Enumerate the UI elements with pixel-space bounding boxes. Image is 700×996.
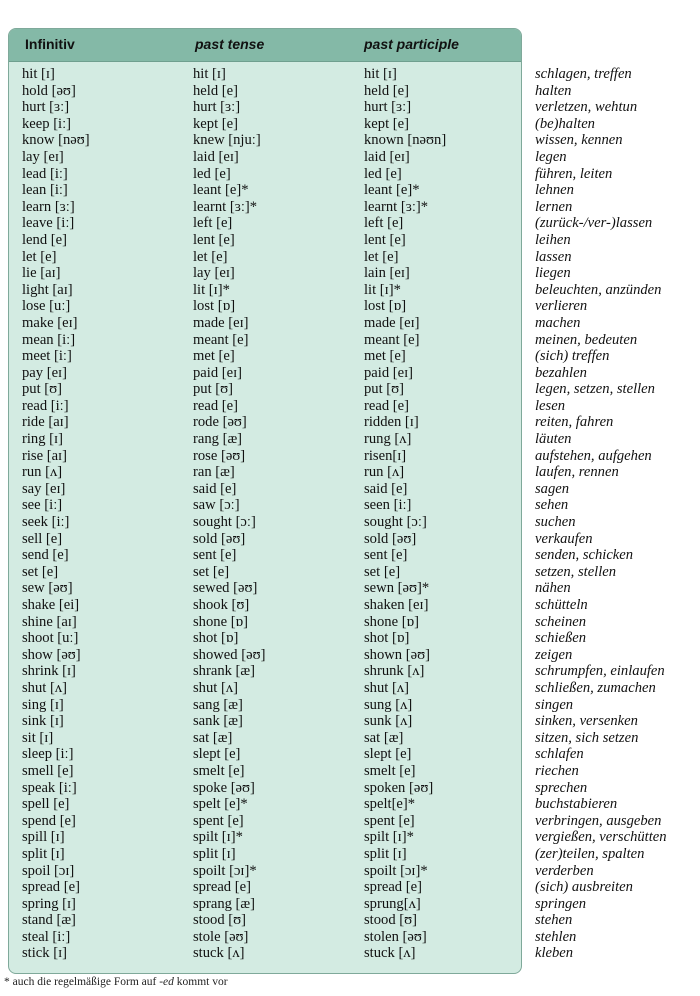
table-row xyxy=(0,912,700,929)
past-participle-cell: smelt [e] xyxy=(364,762,416,779)
past-tense-cell: sat [æ] xyxy=(193,729,233,746)
infinitive-cell: leave [iː] xyxy=(22,215,75,232)
table-row xyxy=(0,232,700,249)
past-tense-cell: hit [ɪ] xyxy=(193,66,226,82)
infinitive-cell: sing [ɪ] xyxy=(22,696,64,713)
past-tense-cell: laid [eɪ] xyxy=(193,148,239,165)
table-row xyxy=(0,348,700,365)
past-participle-cell: lit [ɪ]* xyxy=(364,281,401,298)
past-participle-cell: sunk [ʌ] xyxy=(364,713,413,730)
verb-rows xyxy=(0,66,700,962)
infinitive-cell: shut [ʌ] xyxy=(22,679,67,696)
past-participle-cell: sat [æ] xyxy=(364,729,404,746)
infinitive-cell: spend [e] xyxy=(22,812,76,829)
german-meaning-cell: läuten xyxy=(535,431,572,448)
table-row xyxy=(0,614,700,631)
past-tense-cell: saw [ɔː] xyxy=(193,497,240,514)
past-participle-cell: stood [ʊ] xyxy=(364,912,418,929)
past-participle-cell: sold [əʊ] xyxy=(364,530,417,547)
infinitive-cell: see [iː] xyxy=(22,497,63,514)
past-participle-cell: kept [e] xyxy=(364,115,409,132)
past-tense-cell: split [ɪ] xyxy=(193,845,236,862)
past-participle-cell: spoken [əʊ] xyxy=(364,779,434,796)
infinitive-cell: spoil [ɔɪ] xyxy=(22,862,75,879)
infinitive-cell: set [e] xyxy=(22,563,59,580)
past-participle-cell: lent [e] xyxy=(364,231,406,248)
past-participle-cell: meant [e] xyxy=(364,331,420,348)
infinitive-cell: hit [ɪ] xyxy=(22,66,55,82)
german-meaning-cell: riechen xyxy=(535,762,579,779)
past-participle-cell: spelt[e]* xyxy=(364,796,416,813)
infinitive-cell: stand [æ] xyxy=(22,912,76,929)
past-participle-cell: spoilt [ɔɪ]* xyxy=(364,862,428,879)
infinitive-cell: split [ɪ] xyxy=(22,845,65,862)
past-tense-cell: left [e] xyxy=(193,215,233,232)
past-tense-cell: hurt [ɜː] xyxy=(193,99,241,116)
past-participle-cell: slept [e] xyxy=(364,746,412,763)
german-meaning-cell: sehen xyxy=(535,497,569,514)
german-meaning-cell: buchstabieren xyxy=(535,796,618,813)
past-participle-cell: learnt [ɜː]* xyxy=(364,198,429,215)
past-tense-cell: spelt [e]* xyxy=(193,796,248,813)
german-meaning-cell: meinen, bedeuten xyxy=(535,331,638,348)
german-meaning-cell: (sich) ausbreiten xyxy=(535,879,633,896)
past-tense-cell: led [e] xyxy=(193,165,231,182)
german-meaning-cell: schießen xyxy=(535,630,587,647)
past-tense-cell: leant [e]* xyxy=(193,182,249,199)
table-row xyxy=(0,315,700,332)
past-tense-cell: lost [ɒ] xyxy=(193,298,236,315)
table-row xyxy=(0,282,700,299)
infinitive-cell: speak [iː] xyxy=(22,779,77,796)
table-row xyxy=(0,481,700,498)
past-tense-cell: sewed [əʊ] xyxy=(193,580,258,597)
past-tense-cell: learnt [ɜː]* xyxy=(193,198,258,215)
infinitive-cell: send [e] xyxy=(22,547,69,564)
past-participle-cell: stuck [ʌ] xyxy=(364,945,416,962)
german-meaning-cell: stehlen xyxy=(535,928,577,945)
table-row xyxy=(0,332,700,349)
past-participle-cell: rung [ʌ] xyxy=(364,431,412,448)
past-tense-cell: stuck [ʌ] xyxy=(193,945,245,962)
german-meaning-cell: sagen xyxy=(535,480,570,497)
past-participle-cell: paid [eɪ] xyxy=(364,364,414,381)
table-row xyxy=(0,730,700,747)
past-tense-cell: ran [æ] xyxy=(193,464,235,481)
past-tense-cell: spoilt [ɔɪ]* xyxy=(193,862,257,879)
table-row xyxy=(0,132,700,149)
table-row xyxy=(0,249,700,266)
table-row xyxy=(0,647,700,664)
past-tense-cell: slept [e] xyxy=(193,746,241,763)
past-participle-cell: held [e] xyxy=(364,82,409,99)
infinitive-cell: hold [əʊ] xyxy=(22,82,76,99)
past-participle-cell: ridden [ɪ] xyxy=(364,414,419,431)
table-row xyxy=(0,431,700,448)
german-meaning-cell: schrumpfen, einlaufen xyxy=(535,663,665,680)
table-row xyxy=(0,497,700,514)
table-row xyxy=(0,746,700,763)
table-row xyxy=(0,945,700,962)
table-row xyxy=(0,514,700,531)
past-tense-cell: spoke [əʊ] xyxy=(193,779,255,796)
past-participle-cell: led [e] xyxy=(364,165,402,182)
table-row xyxy=(0,630,700,647)
past-tense-cell: rose [əʊ] xyxy=(193,447,246,464)
table-row xyxy=(0,149,700,166)
past-participle-cell: stolen [əʊ] xyxy=(364,928,427,945)
past-participle-cell: said [e] xyxy=(364,480,408,497)
german-meaning-cell: (sich) treffen xyxy=(535,348,610,365)
past-tense-cell: sank [æ] xyxy=(193,713,243,730)
german-meaning-cell: verletzen, wehtun xyxy=(535,99,638,116)
german-meaning-cell: vergießen, verschütten xyxy=(535,829,667,846)
past-participle-cell: spent [e] xyxy=(364,812,415,829)
table-row xyxy=(0,83,700,100)
infinitive-cell: read [iː] xyxy=(22,397,69,414)
german-meaning-cell: scheinen xyxy=(535,613,587,630)
table-row xyxy=(0,381,700,398)
german-meaning-cell: aufstehen, aufgehen xyxy=(535,447,652,464)
german-meaning-cell: laufen, rennen xyxy=(535,464,619,481)
german-meaning-cell: halten xyxy=(535,82,572,99)
past-participle-cell: lost [ɒ] xyxy=(364,298,407,315)
german-meaning-cell: leihen xyxy=(535,231,571,248)
table-row xyxy=(0,680,700,697)
infinitive-cell: know [nəʊ] xyxy=(22,132,90,149)
past-tense-cell: lay [eɪ] xyxy=(193,265,235,282)
past-participle-cell: put [ʊ] xyxy=(364,381,405,398)
past-participle-cell: shut [ʌ] xyxy=(364,679,409,696)
table-row xyxy=(0,414,700,431)
past-tense-cell: sent [e] xyxy=(193,547,237,564)
german-meaning-cell: wissen, kennen xyxy=(535,132,623,149)
past-tense-cell: stole [əʊ] xyxy=(193,928,249,945)
past-participle-cell: sent [e] xyxy=(364,547,408,564)
table-row xyxy=(0,265,700,282)
past-participle-cell: risen[ɪ] xyxy=(364,447,407,464)
german-meaning-cell: kleben xyxy=(535,945,574,962)
infinitive-cell: ride [aɪ] xyxy=(22,414,69,431)
past-participle-cell: seen [iː] xyxy=(364,497,412,514)
table-row xyxy=(0,464,700,481)
past-participle-cell: left [e] xyxy=(364,215,404,232)
infinitive-cell: sit [ɪ] xyxy=(22,729,54,746)
infinitive-cell: shake [ei] xyxy=(22,597,80,613)
table-row xyxy=(0,763,700,780)
past-tense-cell: spent [e] xyxy=(193,812,244,829)
past-tense-cell: sprang [æ] xyxy=(193,895,256,912)
past-participle-cell: laid [eɪ] xyxy=(364,148,410,165)
infinitive-cell: mean [iː] xyxy=(22,331,76,348)
infinitive-cell: hurt [ɜː] xyxy=(22,99,70,116)
past-tense-cell: sang [æ] xyxy=(193,696,243,713)
past-tense-cell: met [e] xyxy=(193,348,235,365)
german-meaning-cell: machen xyxy=(535,314,581,331)
past-tense-cell: lent [e] xyxy=(193,231,235,248)
german-meaning-cell: legen xyxy=(535,148,567,165)
table-row xyxy=(0,846,700,863)
infinitive-cell: shoot [uː] xyxy=(22,630,79,647)
past-tense-cell: stood [ʊ] xyxy=(193,912,247,929)
past-participle-cell: read [e] xyxy=(364,397,409,414)
table-row xyxy=(0,813,700,830)
past-tense-cell: shot [ɒ] xyxy=(193,630,239,647)
infinitive-cell: say [eɪ] xyxy=(22,480,66,497)
german-meaning-cell: sprechen xyxy=(535,779,588,796)
table-row xyxy=(0,597,700,614)
infinitive-cell: seek [iː] xyxy=(22,514,70,531)
german-meaning-cell: schlagen, treffen xyxy=(535,66,632,82)
table-row xyxy=(0,182,700,199)
german-meaning-cell: schließen, zumachen xyxy=(535,679,656,696)
past-tense-cell: shook [ʊ] xyxy=(193,597,250,613)
infinitive-cell: shine [aɪ] xyxy=(22,613,77,630)
table-row xyxy=(0,929,700,946)
past-participle-cell: hurt [ɜː] xyxy=(364,99,412,116)
infinitive-cell: lie [aɪ] xyxy=(22,265,61,282)
past-tense-cell: held [e] xyxy=(193,82,238,99)
table-row xyxy=(0,780,700,797)
infinitive-cell: steal [iː] xyxy=(22,928,71,945)
past-tense-cell: shone [ɒ] xyxy=(193,613,249,630)
german-meaning-cell: (zer)teilen, spalten xyxy=(535,845,645,862)
past-participle-cell: set [e] xyxy=(364,563,401,580)
infinitive-cell: sew [əʊ] xyxy=(22,580,73,597)
table-row xyxy=(0,215,700,232)
past-participle-cell: sought [ɔː] xyxy=(364,514,427,531)
infinitive-cell: smell [e] xyxy=(22,762,74,779)
table-row xyxy=(0,879,700,896)
table-row xyxy=(0,116,700,133)
german-meaning-cell: sinken, versenken xyxy=(535,713,638,730)
past-participle-cell: shrunk [ʌ] xyxy=(364,663,425,680)
table-row xyxy=(0,531,700,548)
german-meaning-cell: lassen xyxy=(535,248,572,265)
table-row xyxy=(0,796,700,813)
past-tense-cell: said [e] xyxy=(193,480,237,497)
past-tense-cell: knew [njuː] xyxy=(193,132,261,149)
german-meaning-cell: verlieren xyxy=(535,298,588,315)
past-participle-cell: sprung[ʌ] xyxy=(364,895,421,912)
german-meaning-cell: schütteln xyxy=(535,597,588,613)
german-meaning-cell: setzen, stellen xyxy=(535,563,617,580)
table-row xyxy=(0,564,700,581)
table-row xyxy=(0,863,700,880)
infinitive-cell: sleep [iː] xyxy=(22,746,74,763)
infinitive-cell: let [e] xyxy=(22,248,57,265)
past-tense-cell: read [e] xyxy=(193,397,238,414)
past-tense-cell: meant [e] xyxy=(193,331,249,348)
footnote xyxy=(4,976,228,988)
past-participle-cell: spread [e] xyxy=(364,879,422,896)
german-meaning-cell: (zurück-/ver-)lassen xyxy=(535,215,653,232)
infinitive-cell: lay [eɪ] xyxy=(22,148,64,165)
table-row xyxy=(0,663,700,680)
table-row xyxy=(0,365,700,382)
past-participle-cell: shaken [eɪ] xyxy=(364,597,429,613)
infinitive-cell: rise [aɪ] xyxy=(22,447,67,464)
table-row xyxy=(0,713,700,730)
infinitive-cell: spill [ɪ] xyxy=(22,829,65,846)
header-infinitive: Infinitiv xyxy=(25,36,75,52)
past-tense-cell: kept [e] xyxy=(193,115,238,132)
past-participle-cell: met [e] xyxy=(364,348,406,365)
german-meaning-cell: verbringen, ausgeben xyxy=(535,812,662,829)
infinitive-cell: spell [e] xyxy=(22,796,70,813)
german-meaning-cell: reiten, fahren xyxy=(535,414,614,431)
german-meaning-cell: führen, leiten xyxy=(535,165,613,182)
infinitive-cell: shrink [ɪ] xyxy=(22,663,76,680)
past-participle-cell: sewn [əʊ]* xyxy=(364,580,430,597)
past-tense-cell: set [e] xyxy=(193,563,230,580)
table-row xyxy=(0,448,700,465)
past-tense-cell: rang [æ] xyxy=(193,431,243,448)
table-header xyxy=(9,29,521,62)
german-meaning-cell: liegen xyxy=(535,265,571,282)
past-tense-cell: put [ʊ] xyxy=(193,381,234,398)
infinitive-cell: spread [e] xyxy=(22,879,80,896)
past-participle-cell: hit [ɪ] xyxy=(364,66,397,82)
table-row xyxy=(0,896,700,913)
past-participle-cell: run [ʌ] xyxy=(364,464,405,481)
german-meaning-cell: sitzen, sich setzen xyxy=(535,729,639,746)
past-tense-cell: shut [ʌ] xyxy=(193,679,238,696)
infinitive-cell: lead [iː] xyxy=(22,165,68,182)
infinitive-cell: lean [iː] xyxy=(22,182,68,199)
german-meaning-cell: verkaufen xyxy=(535,530,593,547)
german-meaning-cell: senden, schicken xyxy=(535,547,634,564)
past-tense-cell: sought [ɔː] xyxy=(193,514,256,531)
table-row xyxy=(0,199,700,216)
german-meaning-cell: stehen xyxy=(535,912,573,929)
footnote-suffix: -ed xyxy=(159,976,174,988)
past-tense-cell: spilt [ɪ]* xyxy=(193,829,243,846)
infinitive-cell: sink [ɪ] xyxy=(22,713,64,730)
footnote-text: * auch die regelmäßige Form auf xyxy=(4,976,160,988)
past-tense-cell: rode [əʊ] xyxy=(193,414,247,431)
past-participle-cell: known [nəʊn] xyxy=(364,132,447,149)
past-participle-cell: shone [ɒ] xyxy=(364,613,420,630)
german-meaning-cell: (be)halten xyxy=(535,115,595,132)
german-meaning-cell: springen xyxy=(535,895,587,912)
table-row xyxy=(0,398,700,415)
infinitive-cell: light [aɪ] xyxy=(22,281,73,298)
header-past-tense: past tense xyxy=(195,36,265,52)
past-tense-cell: sold [əʊ] xyxy=(193,530,246,547)
infinitive-cell: pay [eɪ] xyxy=(22,364,67,381)
past-tense-cell: let [e] xyxy=(193,248,228,265)
table-row xyxy=(0,829,700,846)
past-participle-cell: sung [ʌ] xyxy=(364,696,413,713)
table-row xyxy=(0,580,700,597)
german-meaning-cell: lernen xyxy=(535,198,573,215)
german-meaning-cell: lehnen xyxy=(535,182,574,199)
german-meaning-cell: suchen xyxy=(535,514,576,531)
past-tense-cell: paid [eɪ] xyxy=(193,364,243,381)
past-participle-cell: split [ɪ] xyxy=(364,845,407,862)
infinitive-cell: meet [iː] xyxy=(22,348,72,365)
table-row xyxy=(0,66,700,83)
past-tense-cell: shrank [æ] xyxy=(193,663,256,680)
table-row xyxy=(0,298,700,315)
german-meaning-cell: nähen xyxy=(535,580,571,597)
table-row xyxy=(0,166,700,183)
past-participle-cell: spilt [ɪ]* xyxy=(364,829,414,846)
infinitive-cell: keep [iː] xyxy=(22,115,72,132)
infinitive-cell: lend [e] xyxy=(22,231,67,248)
table-row xyxy=(0,99,700,116)
table-row xyxy=(0,547,700,564)
past-tense-cell: showed [əʊ] xyxy=(193,646,266,663)
past-participle-cell: shot [ɒ] xyxy=(364,630,410,647)
header-past-participle: past participle xyxy=(364,36,459,52)
infinitive-cell: spring [ɪ] xyxy=(22,895,76,912)
german-meaning-cell: schlafen xyxy=(535,746,584,763)
infinitive-cell: ring [ɪ] xyxy=(22,431,63,448)
infinitive-cell: run [ʌ] xyxy=(22,464,63,481)
past-participle-cell: lain [eɪ] xyxy=(364,265,410,282)
past-tense-cell: smelt [e] xyxy=(193,762,245,779)
past-tense-cell: lit [ɪ]* xyxy=(193,281,230,298)
past-participle-cell: made [eɪ] xyxy=(364,314,420,331)
infinitive-cell: lose [uː] xyxy=(22,298,71,315)
past-participle-cell: shown [əʊ] xyxy=(364,646,430,663)
infinitive-cell: show [əʊ] xyxy=(22,646,81,663)
german-meaning-cell: singen xyxy=(535,696,574,713)
german-meaning-cell: beleuchten, anzünden xyxy=(535,281,662,298)
past-participle-cell: let [e] xyxy=(364,248,399,265)
past-participle-cell: leant [e]* xyxy=(364,182,420,199)
past-tense-cell: made [eɪ] xyxy=(193,314,249,331)
footnote-text-end: kommt vor xyxy=(173,976,228,988)
infinitive-cell: sell [e] xyxy=(22,530,63,547)
german-meaning-cell: legen, setzen, stellen xyxy=(535,381,655,398)
past-tense-cell: spread [e] xyxy=(193,879,251,896)
german-meaning-cell: verderben xyxy=(535,862,594,879)
infinitive-cell: stick [ɪ] xyxy=(22,945,67,962)
german-meaning-cell: lesen xyxy=(535,397,565,414)
table-row xyxy=(0,697,700,714)
infinitive-cell: make [eɪ] xyxy=(22,314,78,331)
infinitive-cell: put [ʊ] xyxy=(22,381,63,398)
german-meaning-cell: zeigen xyxy=(535,646,573,663)
german-meaning-cell: bezahlen xyxy=(535,364,587,381)
infinitive-cell: learn [ɜː] xyxy=(22,198,75,215)
